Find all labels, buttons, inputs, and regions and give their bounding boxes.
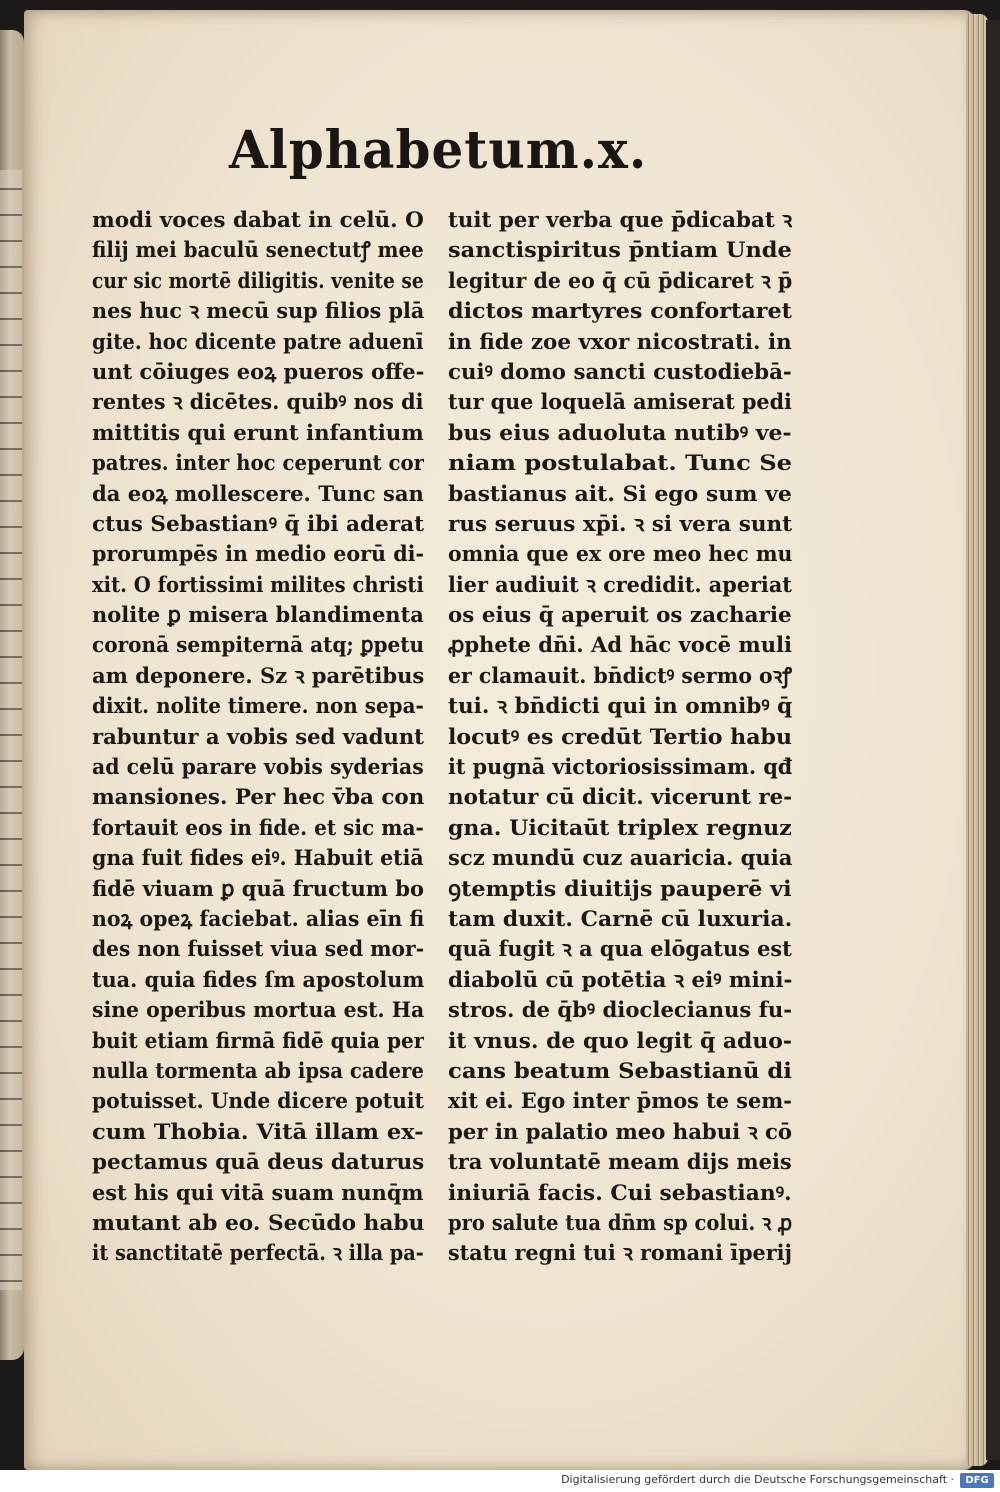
right-text-column bbox=[448, 206, 792, 1270]
text-line: gna. Uicitaūt triplex regnuz bbox=[448, 815, 792, 841]
dfg-logo-icon: DFG bbox=[960, 1473, 994, 1488]
text-line: sine operibus mortua est. Ha bbox=[92, 998, 424, 1024]
book-page bbox=[24, 10, 974, 1470]
text-line: des non fuisset viua sed mor- bbox=[92, 937, 424, 963]
text-line: tuit per verba que p̄dicabat ꝛ bbox=[448, 208, 792, 233]
text-line: it sanctitatē perfectā. ꝛ illa pa- bbox=[92, 1241, 424, 1267]
text-line: xit ei. Ego inter p̄mos te sem- bbox=[448, 1089, 792, 1115]
page-header: Alphabetum.x. bbox=[229, 118, 648, 181]
text-line: pro salute tua dn̄m sp colui. ꝛ ꝓ bbox=[448, 1210, 792, 1236]
text-line: omnia que ex ore meo hec mu bbox=[448, 542, 792, 568]
text-line: diabolū cū potētia ꝛ eiꝰ mini- bbox=[448, 967, 792, 993]
text-line: locutꝰ es credūt Tertio habu bbox=[448, 724, 792, 750]
text-line: est his qui vitā suam nunq̄m bbox=[92, 1180, 424, 1206]
text-line: cum Thobia. Vitā illam ex- bbox=[92, 1119, 424, 1145]
text-line: tam duxit. Carnē cū luxuria. bbox=[448, 906, 792, 932]
text-line: scz mundū cuz auaricia. quia bbox=[448, 846, 792, 872]
text-line: patres. inter hoc ceperunt cor bbox=[92, 451, 424, 477]
text-line: modi voces dabat in celū. O bbox=[92, 208, 424, 233]
text-line: fortauit eos in fide. et sic ma- bbox=[92, 815, 424, 841]
text-line: lier audiuit ꝛ credidit. aperiat bbox=[448, 572, 792, 598]
text-line: niam postulabat. Tunc Se bbox=[448, 451, 792, 477]
text-line: da eoꝝ mollescere. Tunc san bbox=[92, 481, 424, 507]
text-line: er clamauit. bn̄dictꝰ sermo oꝛꝭ bbox=[448, 663, 792, 689]
text-line: xit. O fortissimi milites christi bbox=[92, 572, 424, 598]
text-line: cans beatum Sebastianū di bbox=[448, 1058, 792, 1084]
text-line: fidē viuam ꝑ quā fructum bo bbox=[92, 876, 424, 902]
preceding-leaf-text-bleed bbox=[0, 170, 22, 1290]
text-line: tur que loquelā amiserat pedi bbox=[448, 390, 792, 416]
text-line: bus eius aduoluta nutibꝰ ve- bbox=[448, 420, 792, 446]
text-line: unt cōiuges eoꝝ pueros offe- bbox=[92, 359, 424, 385]
text-line: ꝓphete dn̄i. Ad hāc vocē muli bbox=[448, 633, 792, 659]
text-line: coronā sempiternā atq; ꝑpetu bbox=[92, 633, 424, 659]
text-line: tua. quia fides ſm apostolum bbox=[92, 967, 424, 993]
footer-bar bbox=[0, 1470, 1000, 1492]
text-line: ctus Sebastianꝰ q̄ ibi aderat bbox=[92, 511, 424, 537]
text-line: statu regni tui ꝛ romani īperij bbox=[448, 1241, 792, 1267]
text-line: ad celū parare vobis syderias bbox=[92, 755, 424, 781]
text-line: rabuntur a vobis sed vadunt bbox=[92, 724, 424, 750]
text-line: sanctispiritus p̄ntiam Unde bbox=[448, 238, 792, 264]
text-line: os eius q̄ aperuit os zacharie bbox=[448, 603, 792, 629]
text-line: potuisset. Unde dicere potuit bbox=[92, 1089, 424, 1115]
text-line: mansiones. Per hec v̄ba con bbox=[92, 785, 424, 811]
text-line: iniuriā facis. Cui sebastianꝰ. bbox=[448, 1180, 792, 1206]
text-line: it pugnā victoriosissimam. qđ bbox=[448, 755, 792, 781]
binding-shadow bbox=[986, 20, 1000, 1460]
text-line: in fide zoe vxor nicostrati. in bbox=[448, 329, 792, 355]
text-line: rus seruus xp̄i. ꝛ si vera sunt bbox=[448, 511, 792, 537]
text-line: quā fugit ꝛ a qua elōgatus est bbox=[448, 937, 792, 963]
text-line: ꝯtemptis diuitijs pauperē vi bbox=[448, 876, 792, 902]
footer-credit: Digitalisierung gefördert durch die Deutsche Forschungsgemeinschaft · bbox=[561, 1473, 954, 1486]
text-line: dixit. nolite timere. non sepa- bbox=[92, 694, 424, 720]
text-line: dictos martyres confortaret bbox=[448, 299, 792, 325]
text-line: nolite ꝑ misera blandimenta bbox=[92, 603, 424, 629]
text-line: per in palatio meo habui ꝛ cō bbox=[448, 1119, 792, 1145]
text-line: gna fuit fides eiꝰ. Habuit etiā bbox=[92, 846, 424, 872]
left-text-column bbox=[92, 206, 424, 1270]
text-line: cur sic mortē diligitis. venite se bbox=[92, 268, 424, 294]
text-line: gite. hoc dicente patre aduenī bbox=[92, 329, 424, 355]
text-line: tui. ꝛ bn̄dicti qui in omnibꝰ q̄ bbox=[448, 694, 792, 720]
text-line: filij mei baculū senectutꝭ mee bbox=[92, 238, 424, 264]
text-line: nes huc ꝛ mecū sup filios plā bbox=[92, 299, 424, 325]
text-line: notatur cū dicit. vicerunt re- bbox=[448, 785, 792, 811]
text-line: legitur de eo q̄ cū p̄dicaret ꝛ p̄ bbox=[448, 268, 792, 294]
text-line: nulla tormenta ab ipsa cadere bbox=[92, 1058, 424, 1084]
text-line: mittitis qui erunt infantium bbox=[92, 420, 424, 446]
text-line: it vnus. de quo legit q̄ aduo- bbox=[448, 1028, 792, 1054]
text-line: am deponere. Sz ꝛ parētibus bbox=[92, 663, 424, 689]
text-line: noꝝ opeꝝ faciebat. alias eīn fi bbox=[92, 906, 424, 932]
text-line: rentes ꝛ dicētes. quibꝰ nos di bbox=[92, 390, 424, 416]
text-line: prorumpēs in medio eorū di- bbox=[92, 542, 424, 568]
text-line: mutant ab eo. Secūdo habu bbox=[92, 1210, 424, 1236]
text-line: tra voluntatē meam dijs meis bbox=[448, 1150, 792, 1176]
text-line: pectamus quā deus daturus bbox=[92, 1150, 424, 1176]
text-line: cuiꝰ domo sancti custodiebā- bbox=[448, 359, 792, 385]
text-line: buit etiam firmā fidē quia per bbox=[92, 1028, 424, 1054]
text-line: stros. de q̄bꝰ dioclecianus fu- bbox=[448, 998, 792, 1024]
text-line: bastianus ait. Si ego sum ve bbox=[448, 481, 792, 507]
page-block-edge bbox=[966, 14, 988, 1466]
